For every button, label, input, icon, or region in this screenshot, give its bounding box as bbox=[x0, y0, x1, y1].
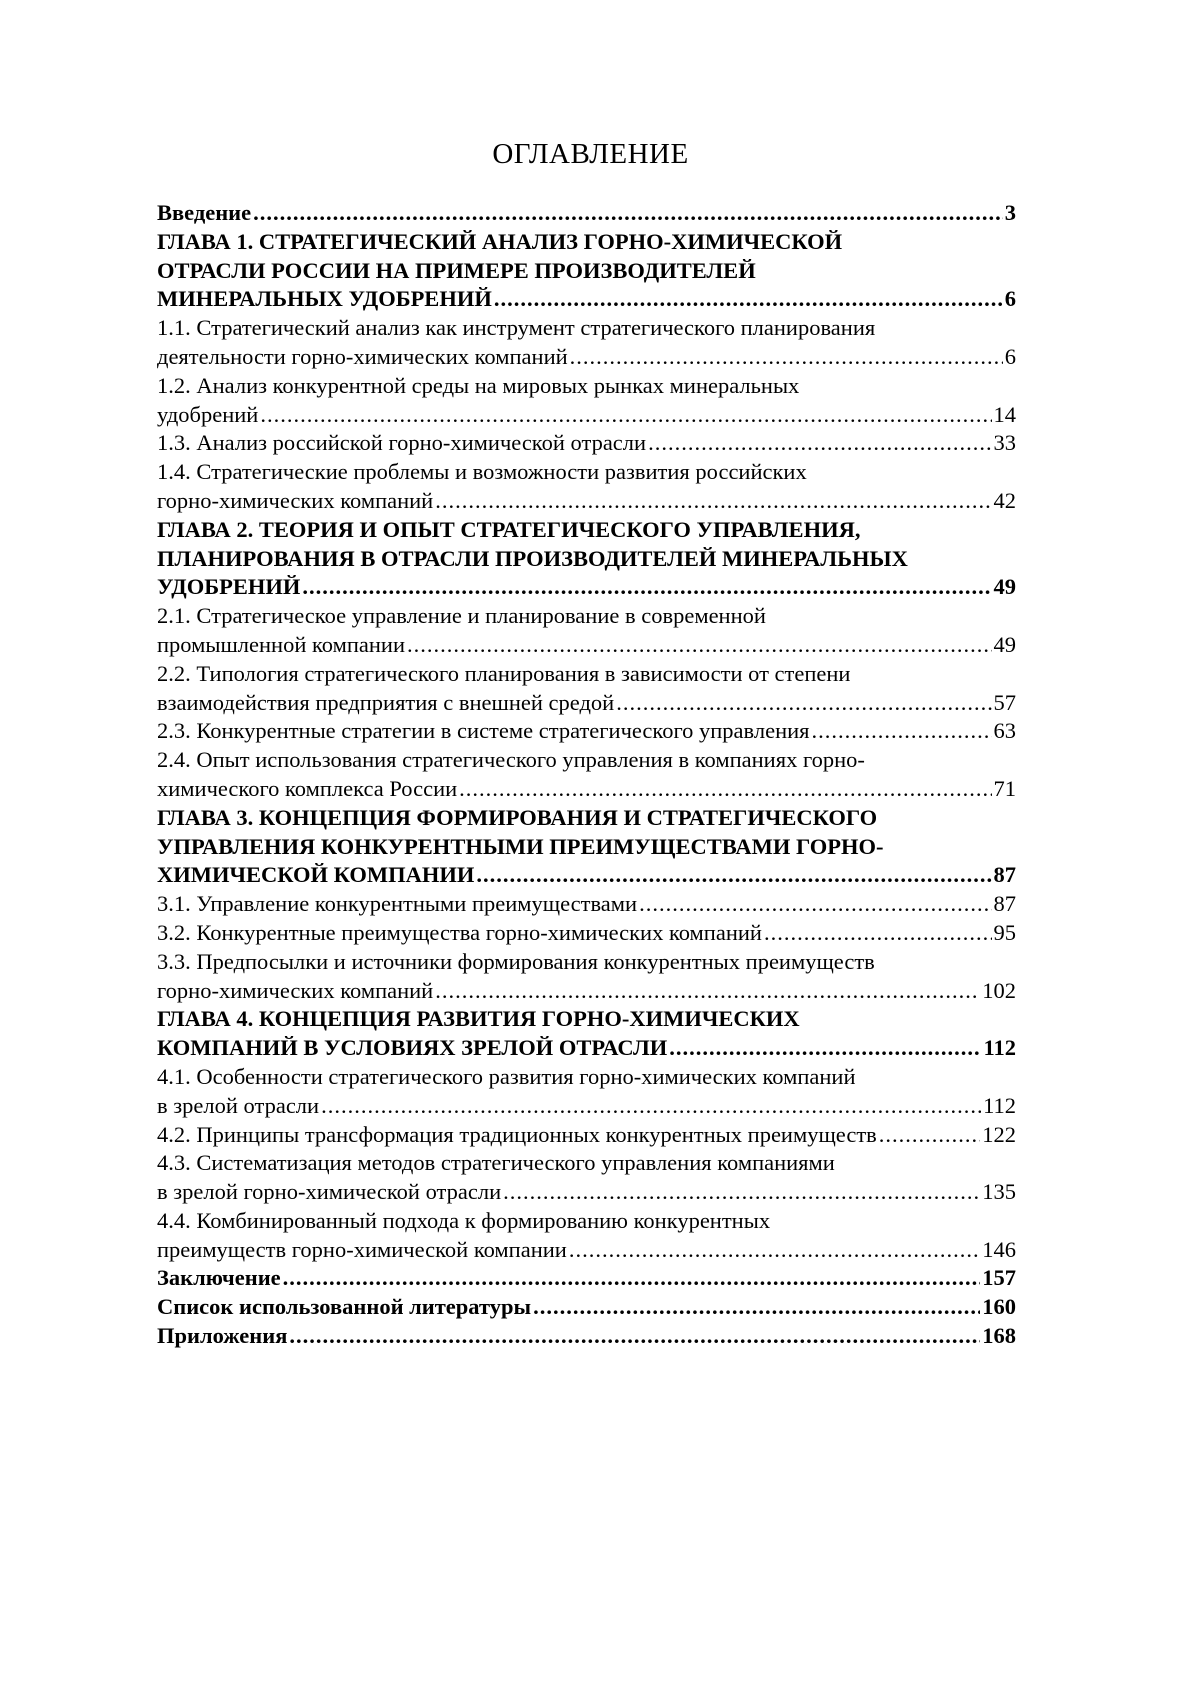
toc-section-entry[interactable] bbox=[157, 948, 1016, 1006]
toc-page-number: 6 bbox=[1004, 343, 1016, 369]
toc-section-entry[interactable] bbox=[157, 890, 1016, 919]
toc-entry-last-line bbox=[157, 573, 1016, 602]
toc-section-entry[interactable] bbox=[157, 660, 1016, 718]
toc-entry-text: 3.3. Предпосылки и источники формирования конкурентных преимуществ bbox=[157, 948, 875, 974]
page-title: ОГЛАВЛЕНИЕ bbox=[492, 138, 689, 170]
toc-entry-text: Список использованной литературы bbox=[157, 1294, 532, 1320]
toc-entry-text: Заключение bbox=[157, 1265, 281, 1291]
toc-chapter-entry[interactable] bbox=[157, 1264, 1016, 1293]
toc-section-entry[interactable] bbox=[157, 429, 1016, 458]
toc-page-number: 71 bbox=[993, 775, 1016, 801]
toc-section-entry[interactable] bbox=[157, 314, 1016, 372]
toc-entry-text: ГЛАВА 4. КОНЦЕПЦИЯ РАЗВИТИЯ ГОРНО-ХИМИЧЕСКИХ bbox=[157, 1006, 800, 1032]
dot-leader bbox=[616, 689, 991, 718]
toc-page-number: 63 bbox=[993, 718, 1016, 744]
toc-page-number: 49 bbox=[993, 631, 1016, 657]
toc-entry-text: промышленной компании bbox=[157, 631, 406, 657]
dot-leader bbox=[302, 573, 991, 602]
toc-entry-text: КОМПАНИЙ В УСЛОВИЯХ ЗРЕЛОЙ ОТРАСЛИ bbox=[157, 1035, 668, 1061]
toc-entry-text: ХИМИЧЕСКОЙ КОМПАНИИ bbox=[157, 862, 475, 888]
dot-leader bbox=[533, 1293, 980, 1322]
dot-leader bbox=[435, 487, 991, 516]
toc-entry-text: взаимодействия предприятия с внешней средой bbox=[157, 689, 615, 715]
toc-chapter-entry[interactable] bbox=[157, 228, 1016, 314]
toc-page-number: 112 bbox=[983, 1092, 1016, 1118]
toc-entry-text: 1.3. Анализ российской горно-химической отрасли bbox=[157, 430, 647, 456]
toc-chapter-entry[interactable] bbox=[157, 1322, 1016, 1351]
toc-entry-text: ОТРАСЛИ РОССИИ НА ПРИМЕРЕ ПРОИЗВОДИТЕЛЕЙ bbox=[157, 257, 756, 283]
toc-page-number: 3 bbox=[1004, 200, 1016, 225]
toc-chapter-entry[interactable] bbox=[157, 199, 1016, 228]
dot-leader bbox=[648, 429, 991, 458]
toc-page-number: 122 bbox=[982, 1121, 1016, 1147]
toc-page-number: 49 bbox=[993, 574, 1016, 600]
dot-leader bbox=[407, 631, 991, 660]
toc-entry-text: 1.1. Стратегический анализ как инструмент стратегического планирования bbox=[157, 315, 876, 341]
toc-chapter-entry[interactable] bbox=[157, 804, 1016, 890]
toc-entry-last-line bbox=[157, 689, 1016, 718]
toc-page-number: 112 bbox=[983, 1035, 1016, 1061]
toc-entry-text: Приложения bbox=[157, 1323, 288, 1349]
toc-page-number: 33 bbox=[993, 430, 1016, 456]
toc-entry-text: 4.1. Особенности стратегического развития горно-химических компаний bbox=[157, 1063, 856, 1089]
toc-entry-text: МИНЕРАЛЬНЫХ УДОБРЕНИЙ bbox=[157, 286, 492, 312]
toc-section-entry[interactable] bbox=[157, 602, 1016, 660]
toc-entry-last-line bbox=[157, 631, 1016, 660]
toc-page-number: 57 bbox=[993, 689, 1016, 715]
dot-leader bbox=[669, 1034, 981, 1063]
toc-entry-text: 2.4. Опыт использования стратегического управления в компаниях горно- bbox=[157, 747, 865, 773]
toc-entry-last-line bbox=[157, 1034, 1016, 1063]
toc-section-entry[interactable] bbox=[157, 372, 1016, 430]
toc-section-entry[interactable] bbox=[157, 717, 1016, 746]
dot-leader bbox=[503, 1178, 980, 1207]
toc-entry-last-line bbox=[157, 1322, 1016, 1351]
toc-entry-text: УДОБРЕНИЙ bbox=[157, 574, 301, 600]
toc-page-number: 168 bbox=[982, 1323, 1016, 1349]
dot-leader bbox=[283, 1264, 981, 1293]
toc-entry-text: 4.2. Принципы трансформация традиционных конкурентных преимуществ bbox=[157, 1121, 877, 1147]
toc-entry-text: ГЛАВА 2. ТЕОРИЯ И ОПЫТ СТРАТЕГИЧЕСКОГО УПРАВЛЕНИЯ, bbox=[157, 516, 861, 542]
toc-entry-text: УПРАВЛЕНИЯ КОНКУРЕНТНЫМИ ПРЕИМУЩЕСТВАМИ ГОРНО- bbox=[157, 833, 884, 859]
toc-section-entry[interactable] bbox=[157, 1063, 1016, 1121]
toc-entry-text: 2.2. Типология стратегического планирования в зависимости от степени bbox=[157, 660, 851, 686]
toc-entry-last-line bbox=[157, 429, 1016, 458]
toc-entry-last-line bbox=[157, 717, 1016, 746]
toc-page-number: 146 bbox=[982, 1236, 1016, 1262]
toc-entry-last-line bbox=[157, 775, 1016, 804]
dot-leader bbox=[764, 919, 992, 948]
toc-entry-last-line bbox=[157, 285, 1016, 314]
toc-entry-text: горно-химических компаний bbox=[157, 487, 434, 513]
toc-entry-text: преимуществ горно-химической компании bbox=[157, 1236, 567, 1262]
toc-entry-text: 3.1. Управление конкурентными преимуществами bbox=[157, 891, 638, 917]
toc-entry-text: в зрелой горно-химической отрасли bbox=[157, 1179, 502, 1205]
toc-page-number: 42 bbox=[993, 487, 1016, 513]
toc-entry-last-line bbox=[157, 1092, 1016, 1121]
toc-page-number: 157 bbox=[982, 1265, 1016, 1291]
toc-entry-text: 4.3. Систематизация методов стратегического управления компаниями bbox=[157, 1150, 835, 1176]
toc-entry-last-line bbox=[157, 890, 1016, 919]
toc-entry-last-line bbox=[157, 1264, 1016, 1293]
toc-page-number: 160 bbox=[982, 1294, 1016, 1320]
toc-entry-last-line bbox=[157, 861, 1016, 890]
toc-chapter-entry[interactable] bbox=[157, 1005, 1016, 1063]
toc-page-number: 87 bbox=[993, 862, 1016, 888]
toc-entry-text: удобрений bbox=[157, 401, 259, 427]
toc-entry-text: горно-химических компаний bbox=[157, 977, 434, 1003]
toc-page-number: 102 bbox=[982, 977, 1016, 1003]
toc-page-number: 95 bbox=[993, 919, 1016, 945]
toc-entry-last-line bbox=[157, 977, 1016, 1006]
toc-entry-last-line bbox=[157, 1178, 1016, 1207]
dot-leader bbox=[569, 1236, 980, 1265]
toc-entry-text: 1.2. Анализ конкурентной среды на мировых рынках минеральных bbox=[157, 372, 800, 398]
dot-leader bbox=[435, 977, 980, 1006]
toc-chapter-entry[interactable] bbox=[157, 1293, 1016, 1322]
dot-leader bbox=[494, 285, 1003, 314]
toc-entry-last-line bbox=[157, 343, 1016, 372]
toc-entry-text: 3.2. Конкурентные преимущества горно-химических компаний bbox=[157, 919, 762, 945]
toc-entry-text: ГЛАВА 1. СТРАТЕГИЧЕСКИЙ АНАЛИЗ ГОРНО-ХИМИЧЕСКОЙ bbox=[157, 228, 843, 254]
toc-entry-text: 4.4. Комбинированный подхода к формированию конкурентных bbox=[157, 1207, 771, 1233]
toc-section-entry[interactable] bbox=[157, 1121, 1016, 1150]
toc-section-entry[interactable] bbox=[157, 458, 1016, 516]
toc-entry-last-line bbox=[157, 1293, 1016, 1322]
dot-leader bbox=[321, 1092, 981, 1121]
toc-page-number: 87 bbox=[993, 891, 1016, 917]
toc-entry-text: деятельности горно-химических компаний bbox=[157, 343, 568, 369]
dot-leader bbox=[289, 1322, 980, 1351]
toc-page-number: 6 bbox=[1004, 286, 1016, 312]
toc-chapter-entry[interactable] bbox=[157, 516, 1016, 602]
toc-entry-text: 2.1. Стратегическое управление и планирование в современной bbox=[157, 603, 766, 629]
toc-entry-last-line bbox=[157, 487, 1016, 516]
toc-entry-last-line bbox=[157, 1236, 1016, 1265]
dot-leader bbox=[639, 890, 991, 919]
toc-section-entry[interactable] bbox=[157, 919, 1016, 948]
toc-entry-text: 1.4. Стратегические проблемы и возможности развития российских bbox=[157, 459, 807, 485]
dot-leader bbox=[812, 717, 992, 746]
toc-entry-text: химического комплекса России bbox=[157, 775, 458, 801]
dot-leader bbox=[459, 775, 991, 804]
toc-entry-text: ПЛАНИРОВАНИЯ В ОТРАСЛИ ПРОИЗВОДИТЕЛЕЙ МИНЕРАЛЬНЫХ bbox=[157, 545, 908, 571]
toc-entry-last-line bbox=[157, 199, 1016, 228]
toc-section-entry[interactable] bbox=[157, 746, 1016, 804]
toc-entry-text: в зрелой отрасли bbox=[157, 1092, 320, 1118]
toc-section-entry[interactable] bbox=[157, 1149, 1016, 1207]
toc-section-entry[interactable] bbox=[157, 1207, 1016, 1265]
toc-page-number: 14 bbox=[993, 401, 1016, 427]
toc-entry-text: ГЛАВА 3. КОНЦЕПЦИЯ ФОРМИРОВАНИЯ И СТРАТЕГИЧЕСКОГО bbox=[157, 804, 878, 830]
toc-entry-text: 2.3. Конкурентные стратегии в системе стратегического управления bbox=[157, 718, 810, 744]
toc-page-number: 135 bbox=[982, 1179, 1016, 1205]
toc-entry-last-line bbox=[157, 1121, 1016, 1150]
toc-entry-last-line bbox=[157, 919, 1016, 948]
dot-leader bbox=[260, 401, 991, 430]
table-of-contents bbox=[157, 199, 1016, 1351]
dot-leader bbox=[879, 1121, 980, 1150]
dot-leader bbox=[253, 199, 1003, 228]
toc-entry-last-line bbox=[157, 401, 1016, 430]
toc-entry-text: Введение bbox=[157, 200, 252, 225]
dot-leader bbox=[476, 861, 991, 890]
dot-leader bbox=[570, 343, 1003, 372]
